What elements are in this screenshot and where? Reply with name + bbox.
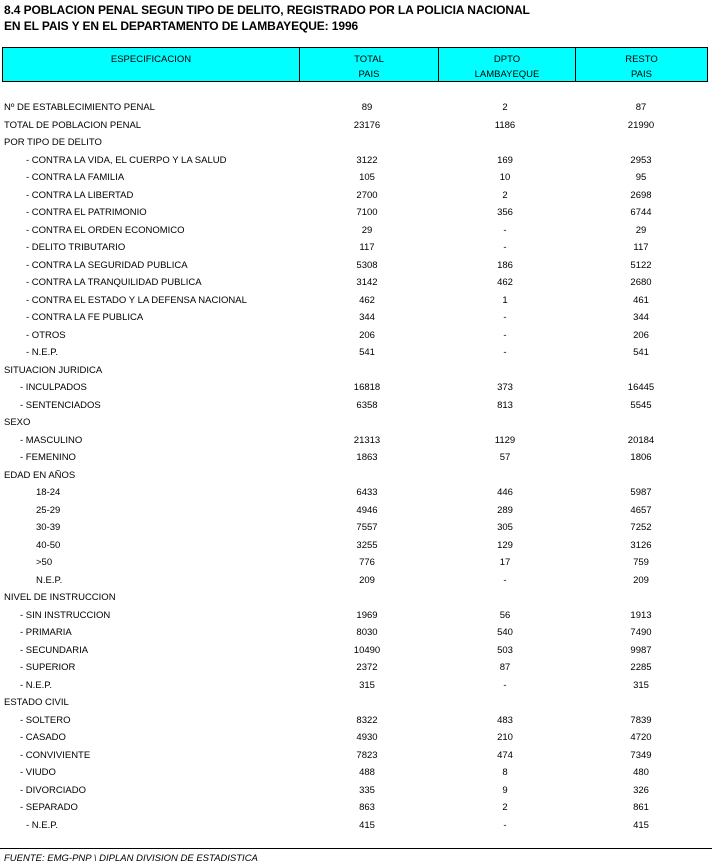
cell-total-pais: 1863 [356, 452, 378, 463]
cell-resto-pais: 9987 [630, 644, 652, 656]
cell-resto-pais: 344 [633, 312, 649, 323]
cell-total-pais: 8030 [356, 627, 378, 638]
cell-dpto-lambayeque: 129 [497, 539, 513, 551]
cell-resto-pais: 2285 [630, 662, 652, 673]
header-especificacion [3, 48, 300, 81]
row-label: - CONTRA LA LIBERTAD [26, 189, 134, 201]
row-label: - CASADO [20, 732, 66, 743]
row-label: - DELITO TRIBUTARIO [26, 242, 126, 253]
cell-dpto-lambayeque: 87 [499, 662, 511, 673]
title-line-1: 8.4 POBLACION PENAL SEGUN TIPO DE DELITO, REGISTRADO POR LA POLICIA NACIONAL [4, 3, 530, 17]
table-row [0, 257, 712, 275]
cell-resto-pais: 2680 [630, 277, 652, 288]
table-row [0, 694, 712, 712]
table-row [0, 187, 712, 205]
cell-resto-pais: 1913 [630, 609, 652, 621]
cell-resto-pais: 1806 [630, 452, 652, 463]
cell-resto-pais: 206 [633, 329, 649, 341]
row-label: - DIVORCIADO [20, 784, 86, 796]
table-row [0, 327, 712, 345]
table-body [0, 99, 712, 834]
table-row [0, 484, 712, 502]
cell-resto-pais: 7839 [630, 714, 652, 726]
row-label: - CONTRA LA FE PUBLICA [26, 312, 144, 323]
header-total-line2: PAIS [358, 69, 380, 80]
cell-total-pais: 3255 [356, 539, 378, 551]
cell-dpto-lambayeque: 540 [497, 627, 513, 638]
cell-resto-pais: 21990 [627, 119, 655, 131]
cell-dpto-lambayeque: 2 [502, 189, 508, 201]
cell-resto-pais: 117 [633, 242, 649, 253]
cell-dpto-lambayeque: - [503, 312, 507, 323]
row-label: SITUACION JURIDICA [4, 364, 103, 376]
cell-total-pais: 488 [359, 767, 375, 778]
table-row [0, 467, 712, 485]
cell-total-pais: 1969 [356, 609, 378, 621]
cell-total-pais: 415 [359, 819, 375, 831]
cell-total-pais: 8322 [356, 714, 378, 726]
cell-total-pais: 16818 [353, 382, 381, 393]
row-label: - CONTRA LA TRANQUILIDAD PUBLICA [26, 277, 202, 288]
row-label: EDAD EN AÑOS [4, 469, 76, 481]
row-label: - SEPARADO [20, 802, 78, 813]
table-row [0, 764, 712, 782]
row-label: - CONTRA EL ESTADO Y LA DEFENSA NACIONAL [26, 294, 247, 306]
table-row [0, 799, 712, 817]
table-row [0, 747, 712, 765]
table-row [0, 222, 712, 240]
table-row [0, 817, 712, 835]
table-row [0, 712, 712, 730]
cell-total-pais: 206 [359, 329, 375, 341]
cell-dpto-lambayeque: 1129 [494, 434, 516, 446]
row-label: 40-50 [36, 539, 61, 551]
cell-dpto-lambayeque: - [503, 347, 507, 358]
row-label: - SENTENCIADOS [20, 399, 101, 411]
cell-dpto-lambayeque: 356 [497, 207, 513, 218]
row-label: NIVEL DE INSTRUCCION [4, 592, 116, 603]
cell-dpto-lambayeque: 169 [497, 154, 513, 166]
cell-dpto-lambayeque: 483 [497, 714, 513, 726]
cell-total-pais: 315 [359, 679, 375, 691]
cell-dpto-lambayeque: 9 [502, 784, 508, 796]
row-label: - CONTRA EL ORDEN ECONOMICO [26, 224, 185, 236]
table-row [0, 432, 712, 450]
cell-dpto-lambayeque: 8 [502, 767, 508, 778]
cell-total-pais: 105 [359, 172, 375, 183]
cell-total-pais: 29 [361, 224, 373, 236]
cell-total-pais: 462 [359, 294, 375, 306]
table-title [4, 2, 704, 34]
cell-resto-pais: 759 [633, 557, 649, 568]
cell-dpto-lambayeque: - [503, 819, 507, 831]
cell-total-pais: 10490 [353, 644, 381, 656]
cell-dpto-lambayeque: 1 [502, 294, 508, 306]
cell-dpto-lambayeque: - [503, 329, 507, 341]
row-label: N.E.P. [36, 574, 63, 586]
table-row [0, 624, 712, 642]
table-row [0, 782, 712, 800]
table-row [0, 659, 712, 677]
table-row [0, 274, 712, 292]
table-row [0, 677, 712, 695]
header-dpto-line2: LAMBAYEQUE [474, 69, 540, 80]
table-row [0, 309, 712, 327]
cell-total-pais: 7100 [356, 207, 378, 218]
cell-total-pais: 3122 [356, 154, 378, 166]
cell-resto-pais: 5122 [630, 259, 652, 271]
cell-resto-pais: 315 [633, 679, 649, 691]
cell-resto-pais: 2953 [630, 154, 652, 166]
cell-total-pais: 541 [359, 347, 375, 358]
cell-total-pais: 2700 [356, 189, 378, 201]
cell-total-pais: 5308 [356, 259, 378, 271]
cell-resto-pais: 4720 [630, 732, 652, 743]
cell-resto-pais: 6744 [630, 207, 652, 218]
cell-resto-pais: 87 [635, 102, 647, 113]
source-note: FUENTE: EMG-PNP \ DIPLAN DIVISION DE ESTADISTICA [4, 853, 258, 864]
cell-dpto-lambayeque: 56 [499, 609, 511, 621]
table-row [0, 362, 712, 380]
row-label: - CONTRA EL PATRIMONIO [26, 207, 147, 218]
row-label: - CONVIVIENTE [20, 749, 91, 761]
cell-total-pais: 344 [359, 312, 375, 323]
cell-resto-pais: 5987 [630, 487, 652, 498]
table-row [0, 99, 712, 117]
table-row [0, 589, 712, 607]
table-row [0, 239, 712, 257]
cell-resto-pais: 4657 [630, 504, 652, 516]
header-dpto-lambayeque [439, 48, 576, 81]
cell-resto-pais: 16445 [627, 382, 655, 393]
header-total-pais [300, 48, 439, 81]
cell-dpto-lambayeque: 210 [497, 732, 513, 743]
row-label: - PRIMARIA [20, 627, 72, 638]
row-label: - SECUNDARIA [20, 644, 89, 656]
row-label: - INCULPADOS [20, 382, 87, 393]
table-row [0, 204, 712, 222]
cell-total-pais: 2372 [356, 662, 378, 673]
row-label: - OTROS [26, 329, 66, 341]
header-resto-line1: RESTO [625, 54, 658, 65]
cell-dpto-lambayeque: 462 [497, 277, 513, 288]
row-label: Nº DE ESTABLECIMIENTO PENAL [4, 102, 155, 113]
table-row [0, 169, 712, 187]
cell-total-pais: 335 [359, 784, 375, 796]
header-total-line1: TOTAL [354, 54, 384, 65]
row-label: 30-39 [36, 522, 61, 533]
table-row [0, 344, 712, 362]
bottom-rule [0, 848, 712, 849]
table-row [0, 449, 712, 467]
cell-resto-pais: 7349 [630, 749, 652, 761]
cell-dpto-lambayeque: 503 [497, 644, 513, 656]
cell-total-pais: 6433 [356, 487, 378, 498]
cell-resto-pais: 2698 [630, 189, 652, 201]
row-label: 18-24 [36, 487, 61, 498]
table-row [0, 134, 712, 152]
header-spec-label: ESPECIFICACION [110, 54, 192, 65]
cell-total-pais: 23176 [353, 119, 381, 131]
row-label: - FEMENINO [20, 452, 76, 463]
cell-dpto-lambayeque: 17 [499, 557, 511, 568]
row-label: - N.E.P. [26, 347, 59, 358]
cell-dpto-lambayeque: 446 [497, 487, 513, 498]
cell-dpto-lambayeque: - [503, 224, 507, 236]
table-row [0, 379, 712, 397]
table-row [0, 414, 712, 432]
cell-dpto-lambayeque: 57 [499, 452, 511, 463]
cell-dpto-lambayeque: 813 [497, 399, 513, 411]
cell-dpto-lambayeque: 186 [497, 259, 513, 271]
row-label: >50 [36, 557, 53, 568]
row-label: - MASCULINO [20, 434, 83, 446]
row-label: - SOLTERO [20, 714, 71, 726]
cell-dpto-lambayeque: 474 [497, 749, 513, 761]
row-label: - CONTRA LA FAMILIA [26, 172, 125, 183]
cell-dpto-lambayeque: 373 [497, 382, 513, 393]
cell-dpto-lambayeque: 2 [502, 802, 508, 813]
table-row [0, 607, 712, 625]
cell-resto-pais: 209 [633, 574, 649, 586]
cell-resto-pais: 415 [633, 819, 649, 831]
cell-total-pais: 863 [359, 802, 375, 813]
row-label: - N.E.P. [26, 819, 59, 831]
row-label: - N.E.P. [20, 679, 53, 691]
cell-dpto-lambayeque: 289 [497, 504, 513, 516]
cell-total-pais: 6358 [356, 399, 378, 411]
cell-total-pais: 4946 [356, 504, 378, 516]
row-label: - CONTRA LA SEGURIDAD PUBLICA [26, 259, 188, 271]
row-label: ESTADO CIVIL [4, 697, 69, 708]
cell-resto-pais: 326 [633, 784, 649, 796]
title-line-2: EN EL PAIS Y EN EL DEPARTAMENTO DE LAMBAYEQUE: 1996 [4, 19, 359, 33]
row-label: 25-29 [36, 504, 61, 516]
table-row [0, 292, 712, 310]
row-label: TOTAL DE POBLACION PENAL [4, 119, 142, 131]
table-row [0, 502, 712, 520]
header-resto-line2: PAIS [631, 69, 652, 80]
header-dpto-line1: DPTO [493, 54, 521, 65]
cell-resto-pais: 461 [633, 294, 649, 306]
row-label: - SIN INSTRUCCION [20, 609, 111, 621]
table-row [0, 152, 712, 170]
cell-dpto-lambayeque: 305 [497, 522, 513, 533]
table-row [0, 572, 712, 590]
cell-resto-pais: 20184 [627, 434, 655, 446]
table-row [0, 554, 712, 572]
cell-resto-pais: 5545 [630, 399, 652, 411]
cell-dpto-lambayeque: - [503, 679, 507, 691]
row-label: - SUPERIOR [20, 662, 76, 673]
row-label: - CONTRA LA VIDA, EL CUERPO Y LA SALUD [26, 154, 227, 166]
cell-dpto-lambayeque: 1186 [494, 119, 516, 131]
table-row [0, 117, 712, 135]
cell-dpto-lambayeque: - [503, 242, 507, 253]
cell-resto-pais: 29 [635, 224, 647, 236]
cell-total-pais: 209 [359, 574, 375, 586]
cell-total-pais: 3142 [356, 277, 378, 288]
table-row [0, 642, 712, 660]
cell-resto-pais: 541 [633, 347, 649, 358]
table-header [2, 47, 708, 82]
cell-total-pais: 776 [359, 557, 375, 568]
table-row [0, 397, 712, 415]
header-resto-pais [576, 48, 707, 81]
table-row [0, 519, 712, 537]
cell-total-pais: 21313 [353, 434, 381, 446]
row-label: SEXO [4, 417, 31, 428]
cell-resto-pais: 861 [633, 802, 649, 813]
cell-resto-pais: 95 [635, 172, 647, 183]
row-label: POR TIPO DE DELITO [4, 137, 102, 148]
cell-dpto-lambayeque: - [503, 574, 507, 586]
row-label: - VIUDO [20, 767, 56, 778]
cell-total-pais: 4930 [356, 732, 378, 743]
cell-dpto-lambayeque: 10 [499, 172, 511, 183]
cell-dpto-lambayeque: 2 [502, 102, 508, 113]
cell-total-pais: 7823 [356, 749, 378, 761]
table-row [0, 729, 712, 747]
cell-resto-pais: 480 [633, 767, 649, 778]
cell-total-pais: 7557 [356, 522, 378, 533]
cell-resto-pais: 7252 [630, 522, 652, 533]
cell-total-pais: 117 [359, 242, 375, 253]
cell-resto-pais: 7490 [630, 627, 652, 638]
cell-resto-pais: 3126 [630, 539, 652, 551]
table-row [0, 537, 712, 555]
cell-total-pais: 89 [361, 102, 373, 113]
